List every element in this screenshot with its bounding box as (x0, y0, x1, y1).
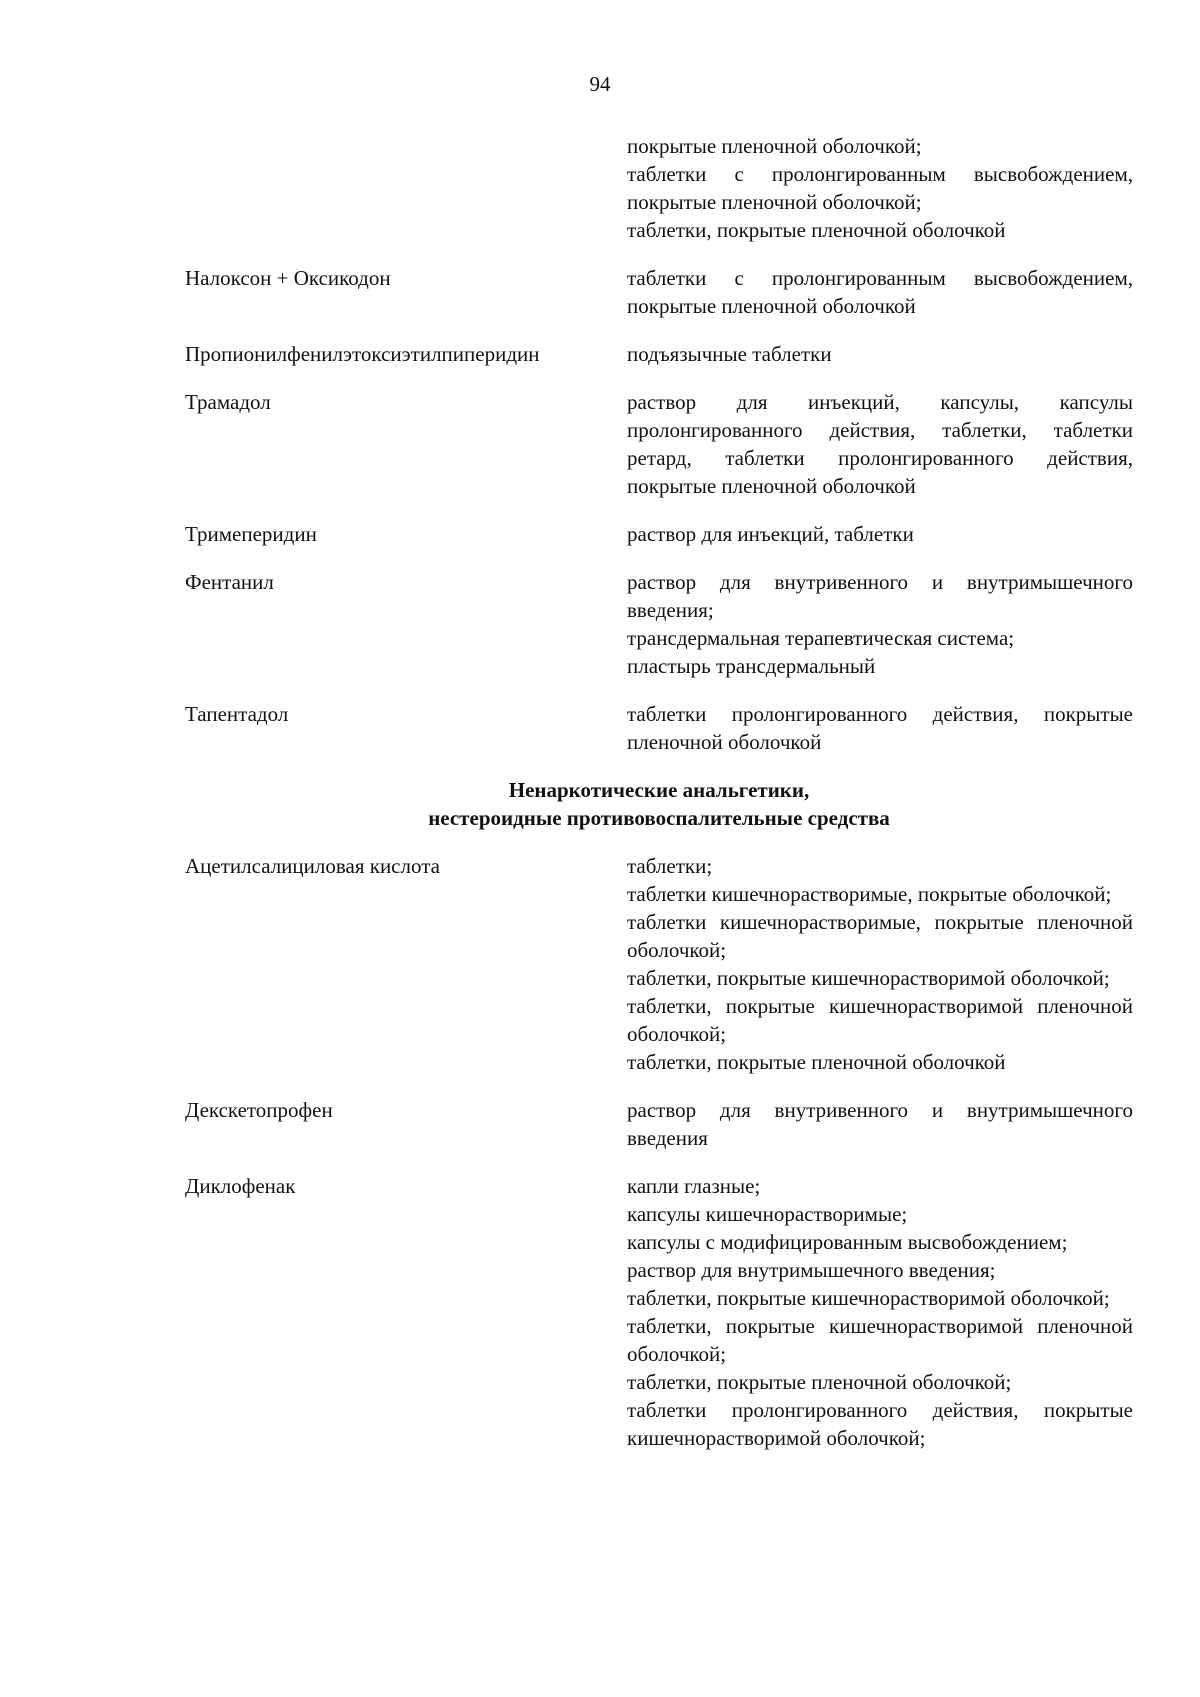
drug-row (185, 264, 1133, 320)
drug-name: Пропионилфенилэтоксиэтилпиперидин (185, 342, 540, 366)
drug-list (185, 132, 1133, 1472)
dosage-form: таблетки, покрытые кишечнорастворимой пленочной оболочкой; (627, 1314, 1133, 1366)
dosage-forms (627, 264, 1133, 320)
dosage-forms (627, 852, 1133, 1076)
dosage-form: таблетки пролонгированного действия, покрытые кишечнорастворимой оболочкой; (627, 1398, 1133, 1450)
dosage-form: таблетки кишечнорастворимые, покрытые оболочкой; (627, 882, 1112, 906)
section-heading-line: Ненаркотические анальгетики, (508, 778, 810, 802)
dosage-form: таблетки, покрытые кишечнорастворимой пленочной оболочкой; (627, 994, 1133, 1046)
dosage-form: раствор для внутривенного и внутримышечного введения (627, 1098, 1133, 1150)
dosage-form: капсулы кишечнорастворимые; (627, 1202, 908, 1226)
dosage-forms (627, 568, 1133, 680)
section-heading-line: нестероидные противовоспалительные средства (428, 806, 890, 830)
dosage-forms (627, 1172, 1133, 1452)
dosage-forms (627, 132, 1133, 244)
drug-name: Трамадол (185, 390, 271, 414)
dosage-forms (627, 520, 1133, 548)
drug-name: Фентанил (185, 570, 274, 594)
dosage-forms (627, 1096, 1133, 1152)
drug-row (185, 388, 1133, 500)
page-number: 94 (589, 72, 611, 96)
dosage-form: раствор для инъекций, таблетки (627, 522, 914, 546)
section-heading (185, 776, 1133, 832)
drug-row (185, 1096, 1133, 1152)
dosage-forms (627, 388, 1133, 500)
drug-row (185, 568, 1133, 680)
drug-row (185, 700, 1133, 756)
drug-name: Налоксон + Оксикодон (185, 266, 391, 290)
dosage-forms (627, 340, 1133, 368)
drug-row (185, 520, 1133, 548)
drug-row (185, 1172, 1133, 1452)
dosage-form: таблетки пролонгированного действия, покрытые пленочной оболочкой (627, 702, 1133, 754)
dosage-form: трансдермальная терапевтическая система; (627, 626, 1015, 650)
dosage-form: подъязычные таблетки (627, 342, 832, 366)
dosage-form: таблетки; (627, 854, 713, 878)
continuation-row (185, 132, 1133, 244)
dosage-form: покрытые пленочной оболочкой; (627, 134, 922, 158)
dosage-form: таблетки кишечнорастворимые, покрытые пленочной оболочкой; (627, 910, 1133, 962)
dosage-form: таблетки, покрытые кишечнорастворимой оболочкой; (627, 1286, 1110, 1310)
dosage-form: таблетки, покрытые пленочной оболочкой (627, 218, 1006, 242)
drug-row (185, 852, 1133, 1076)
dosage-form: таблетки, покрытые кишечнорастворимой оболочкой; (627, 966, 1110, 990)
dosage-forms (627, 700, 1133, 756)
drug-row (185, 340, 1133, 368)
drug-name: Тапентадол (185, 702, 289, 726)
dosage-form: таблетки с пролонгированным высвобождением, покрытые пленочной оболочкой (627, 266, 1133, 318)
dosage-form: таблетки с пролонгированным высвобождением, покрытые пленочной оболочкой; (627, 162, 1133, 214)
dosage-form: раствор для внутривенного и внутримышечного введения; (627, 570, 1133, 622)
dosage-form: раствор для внутримышечного введения; (627, 1258, 996, 1282)
drug-name: Ацетилсалициловая кислота (185, 854, 440, 878)
dosage-form: раствор для инъекций, капсулы, капсулы пролонгированного действия, таблетки, таблетки ретард, таблетки пролонгированного действия, покрытые пленочной оболочкой (627, 390, 1133, 498)
drug-name: Тримеперидин (185, 522, 317, 546)
dosage-form: пластырь трансдермальный (627, 654, 876, 678)
drug-name: Диклофенак (185, 1174, 296, 1198)
dosage-form: капли глазные; (627, 1174, 761, 1198)
dosage-form: таблетки, покрытые пленочной оболочкой (627, 1050, 1006, 1074)
dosage-form: таблетки, покрытые пленочной оболочкой; (627, 1370, 1012, 1394)
dosage-form: капсулы с модифицированным высвобождением; (627, 1230, 1068, 1254)
drug-name: Декскетопрофен (185, 1098, 333, 1122)
